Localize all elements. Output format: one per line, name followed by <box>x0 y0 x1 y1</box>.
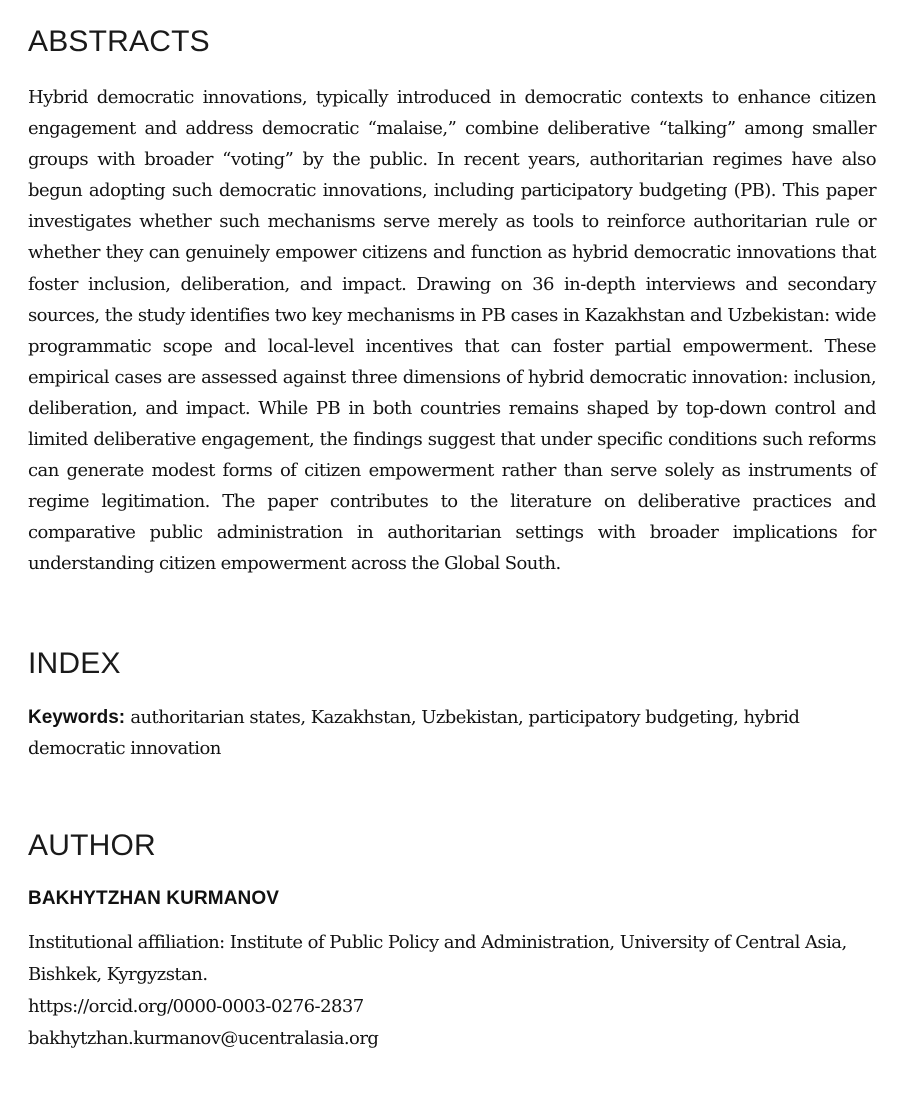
author-details <box>28 927 876 1055</box>
index-section <box>28 646 876 764</box>
abstract-text: Hybrid democratic innovations, typically introduced in democratic contexts to enhance citizen engagement and address democratic “malaise,” combine deliberative “talking” among smaller groups with broader “voting” by the public. In recent years, authoritarian regimes have also begun adopting such democratic innovations, including participatory budgeting (PB). This paper investigates whether such mechanisms serve merely as tools to reinforce authoritarian rule or whether they can genuinely empower citizens and function as hybrid democratic innovations that foster inclusion, deliberation, and impact. Drawing on 36 in-depth interviews and secondary sources, the study identifies two key mechanisms in PB cases in Kazakhstan and Uzbekistan: wide programmatic scope and local-level incentives that can foster partial empowerment. These empirical cases are assessed against three dimensions of hybrid democratic innovation: inclusion, deliberation, and impact. While PB in both countries remains shaped by top-down control and limited deliberative engagement, the findings suggest that under specific conditions such reforms can generate modest forms of citizen empowerment rather than serve solely as instruments of regime legitimation. The paper contributes to the literature on deliberative practices and comparative public administration in authoritarian settings with broader implications for understanding citizen empowerment across the Global South. <box>28 87 876 575</box>
abstracts-section <box>28 24 876 580</box>
orcid-link[interactable]: https://orcid.org/0000-0003-0276-2837 <box>28 995 364 1017</box>
index-heading: INDEX <box>28 646 121 680</box>
author-affiliation: Institutional affiliation: Institute of Public Policy and Administration, University of Central Asia, Bishkek, Kyrgyzstan. <box>28 931 847 985</box>
email-link[interactable]: bakhytzhan.kurmanov@ucentralasia.org <box>28 1027 379 1049</box>
author-name: BAKHYTZHAN KURMANOV <box>28 887 279 909</box>
keywords-line <box>28 702 828 764</box>
keywords-text: authoritarian states, Kazakhstan, Uzbekistan, participatory budgeting, hybrid democratic innovation <box>28 706 800 759</box>
abstracts-heading: ABSTRACTS <box>28 25 210 58</box>
author-section <box>28 828 876 1055</box>
author-heading: AUTHOR <box>28 828 156 862</box>
keywords-label: Keywords: <box>28 706 126 728</box>
